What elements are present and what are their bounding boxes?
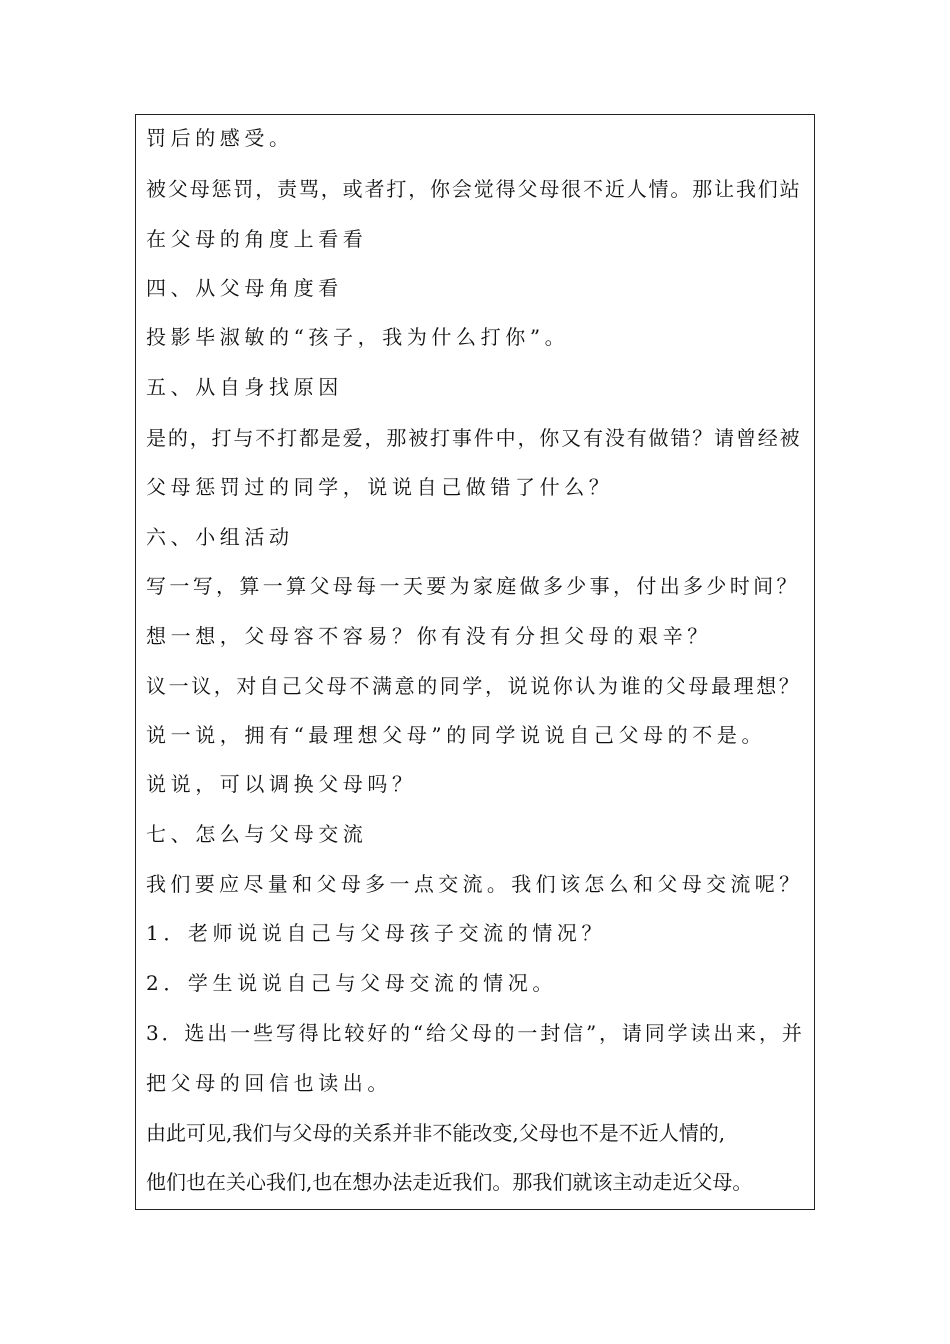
list-item: 3．选出一些写得比较好的“给父母的一封信”，请同学读出来，并: [146, 1021, 805, 1045]
text-line: 写一写，算一算父母每一天要为家庭做多少事，付出多少时间？: [146, 574, 800, 598]
text-line: 说一说，拥有“最理想父母”的同学说说自己父母的不是。: [146, 723, 767, 747]
text-line: 把父母的回信也读出。: [146, 1071, 392, 1095]
text-line: 想一想，父母容不容易？你有没有分担父母的艰辛？: [146, 624, 712, 648]
text-line: 被父母惩罚，责骂，或者打，你会觉得父母很不近人情。那让我们站: [146, 177, 802, 201]
text-line: 说说，可以调换父母吗？: [146, 772, 417, 796]
text-line: 在父母的角度上看看: [146, 227, 368, 251]
text-line: 他们也在关心我们,也在想办法走近我们。那我们就该主动走近父母。: [146, 1170, 753, 1194]
text-line: 父母惩罚过的同学，说说自己做错了什么？: [146, 475, 614, 499]
text-line: 议一议，对自己父母不满意的同学，说说你认为谁的父母最理想？: [146, 674, 802, 698]
text-line: 投影毕淑敏的“孩子，我为什么打你”。: [146, 325, 570, 349]
section-heading: 四、从父母角度看: [146, 276, 343, 300]
text-line: 罚后的感受。: [146, 126, 294, 150]
text-line: 我们要应尽量和父母多一点交流。我们该怎么和父母交流呢？: [146, 872, 804, 896]
list-item: 2．学生说说自己与父母交流的情况。: [146, 971, 557, 995]
text-line: 是的，打与不打都是爱，那被打事件中，你又有没有做错？请曾经被: [146, 426, 802, 450]
list-item: 1．老师说说自己与父母孩子交流的情况？: [146, 921, 607, 945]
text-line: 由此可见,我们与父母的关系并非不能改变,父母也不是不近人情的,: [146, 1121, 726, 1145]
section-heading: 七、怎么与父母交流: [146, 822, 368, 846]
section-heading: 六、小组活动: [146, 525, 294, 549]
section-heading: 五、从自身找原因: [146, 375, 343, 399]
